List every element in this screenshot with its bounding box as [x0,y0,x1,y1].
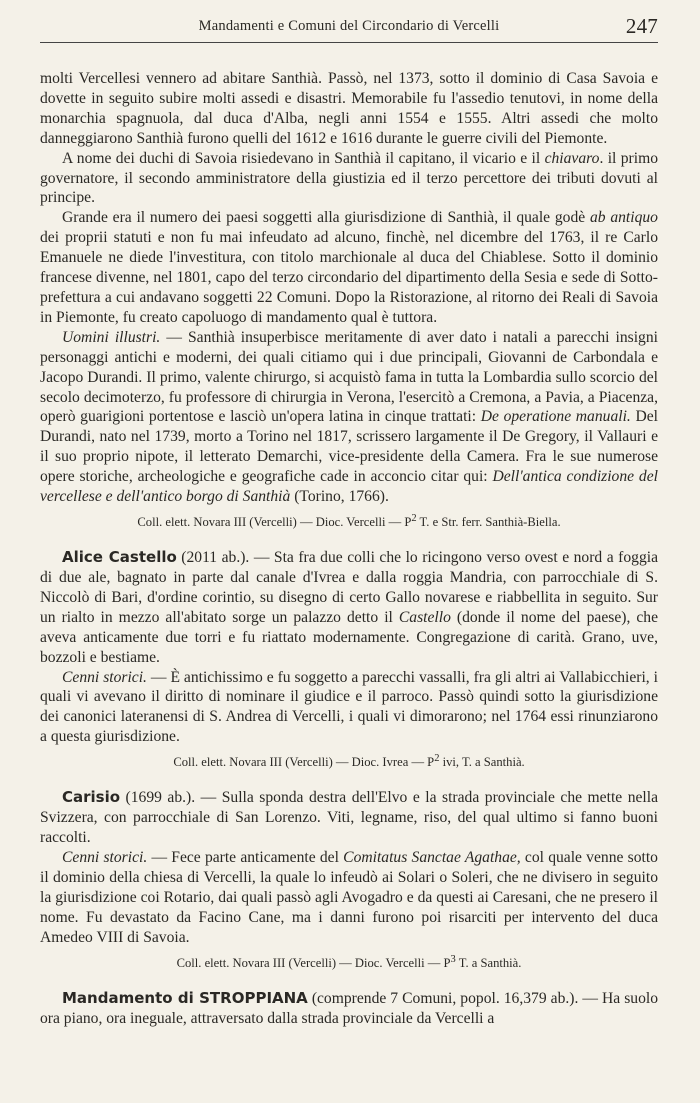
running-title: Mandamenti e Comuni del Circondario di Vercelli [198,18,500,34]
carisio-electoral-info [40,951,658,972]
text-run: A nome dei duchi di Savoia risiedevano in Santhià il capitano, il vicario e il [62,149,541,167]
santhia-electoral-info [40,510,658,531]
chiavaro-term: chiavaro [544,149,600,167]
alice-castello-entry [40,548,658,667]
text-run: — Fece parte anticamente del [147,849,339,867]
page-number: 247 [625,14,658,38]
text-run: Coll. elett. Novara III (Vercelli) — Dioc. Vercelli — P [137,515,412,530]
text-run: (2011 ab.). — Sta fra due colli che lo ricingono verso ovest e nord a foggia di due ale, bagnato in parte dal canale d'Ivrea e dalla roggia Mandria, con parrocchiale di S. Niccolò di Bari, d'ordine corintio, su disegno di certo Gallo novarese e riabbellita in seguito. Sur un rialto in mezzo all'abitato sorge un palazzo detto il [40,549,658,626]
superscript: 2 [411,512,417,524]
ab-antiquo-term: ab antiquo [589,209,658,227]
cenni-storici-label: Cenni storici. [62,668,147,686]
comitatus-term: Comitatus Sanctae Agathae, [343,849,521,867]
uomini-illustri-label: Uomini illustri. [62,328,161,346]
text-run: col quale venne sotto il dominio della chiesa di Vercelli, la quale lo infeudò ai Solari o Soleri, che ne divisero in seguito la giurisdizione coi Rotario, dai quali passò agli Avogadro e da questi ai Caresani, che ne presero il nome. Fu devastato da Facino Cane, ma i danni furono poi risarciti per intervento del duca Amedeo VIII di Savoia. [40,849,658,946]
carisio-cenni-storici [40,848,658,948]
text-run: — È antichissimo e fu soggetto a parecchi vassalli, fra gli altri ai Vallabicchieri, i quali vi avevano il diritto di nominare il giudice e il parroco. Passò quindi sotto la giurisdizione dei canonici lateranensi di S. Andrea di Vercelli, i quali vi dimorarono; nel 1764 essi rinunziarono a questa giurisdizione. [40,668,658,746]
text-run: (donde il nome del paese), che aveva anticamente due torri e fu riattato modernamente. Congregazione di carità. Grano, uve, bozzoli e bestiame. [40,608,659,666]
alice-electoral-info [40,750,658,771]
text-run: Coll. elett. Novara III (Vercelli) — Dioc. Ivrea — P [173,755,435,770]
superscript: 3 [450,953,456,965]
text-run: — Santhià insuperbisce meritamente di aver dato i natali a parecchi insigni personaggi antichi e moderni, dei quali citiamo qui i due principali, Giovanni de Carbondala e Jacopo Durandi. Il primo, valente chirurgo, si acquistò fama in tutta la Lombardia sullo scorcio del secolo decimoterzo, fu professore di chirurgia in Verona, l'esercitò a Cremona, a Pavia, a Piacenza, operò guarigioni portentose e lasciò un'opera latina in cinque trattati: [40,328,658,426]
text-run: (comprende 7 Comuni, popol. 16,379 ab.). — Ha suolo ora piano, ora ineguale, attraversato dalla strada provinciale da Vercelli a [40,989,658,1027]
santhia-paragraph-2 [40,149,658,209]
text-run: Coll. elett. Novara III (Vercelli) — Dioc. Vercelli — P [176,955,451,970]
text-run: (1699 ab.). — Sulla sponda destra dell'Elvo e la strada provinciale che mette nella Svizzera, con parrocchiale di San Lorenzo. Viti, legname, riso, del qual ultimo si fanno buoni raccolti. [40,789,658,847]
text-run: (Torino, 1766). [290,488,389,506]
santhia-uomini-illustri [40,328,658,507]
header-rule [40,42,658,43]
superscript: 2 [434,753,440,765]
castello-term: Castello [398,608,451,626]
stroppiana-entry [40,989,658,1029]
work-title-dellantica: Dell'antica condizione del vercellese e dell'antico borgo di Santhià [40,468,658,506]
carisio-entry [40,788,658,848]
alice-cenni-storici [40,668,658,748]
text-run: . il primo governatore, il secondo amministratore della giustizia ed il terzo percettore dei tributi dovuti al principe. [40,149,658,207]
text-run: dei proprii statuti e non fu mai infeudato ad alcuno, finchè, nel dicembre del 1763, il re Carlo Emanuele ne diede l'investitura, con titolo marchionale al duca del Chiablese. Sotto il dominio francese divenne, nel 1801, capo del terzo circondario del dipartimento della Sesia e sede di Sotto-prefettura a cui andavano soggetti 22 Comuni. Dopo la Ristorazione, al ritorno dei Reali di Savoia in Piemonte, fu creato capoluogo di mandamento qual è tuttora. [40,229,658,326]
text-run: Del Durandi, nato nel 1739, morto a Torino nel 1817, scrissero largamente il De Gregory, il Vallauri e il suo proprio nipote, il letterato Demarchi, vice-presidente della Camera. Fra le sue numerose opere storiche, archeologiche e geografiche cade in acconcio citar qui: [40,408,658,486]
running-head [40,14,658,44]
entry-heading-carisio: Carisio [62,788,121,807]
work-title-de-operatione: De operatione manuali. [480,408,631,426]
santhia-paragraph-1: molti Vercellesi vennero ad abitare Santhià. Passò, nel 1373, sotto il dominio di Casa Savoia e dovette in seguito subire molti assedi e disastri. Memorabile fu l'assedio tenutovi, in nome della monarchia spagnuola, dal duca d'Alba, negli anni 1554 e 1555. Altri assedi che molto danneggiarono Santhià furono quelli del 1612 e 1616 durante le guerre civili del Piemonte. [40,70,658,147]
text-run: ivi, T. a Santhià. [439,755,525,770]
entry-heading-stroppiana: Mandamento di STROPPIANA [62,988,308,1007]
cenni-storici-label: Cenni storici. [62,849,148,867]
text-run: T. a Santhià. [455,955,522,970]
page-text [40,69,658,1029]
santhia-paragraph-3 [40,208,658,327]
text-run: Grande era il numero dei paesi soggetti alla giurisdizione di Santhià, il quale godè [62,209,586,227]
entry-heading-alice-castello: Alice Castello [62,548,177,567]
text-run: T. e Str. ferr. Santhià-Biella. [416,515,561,530]
